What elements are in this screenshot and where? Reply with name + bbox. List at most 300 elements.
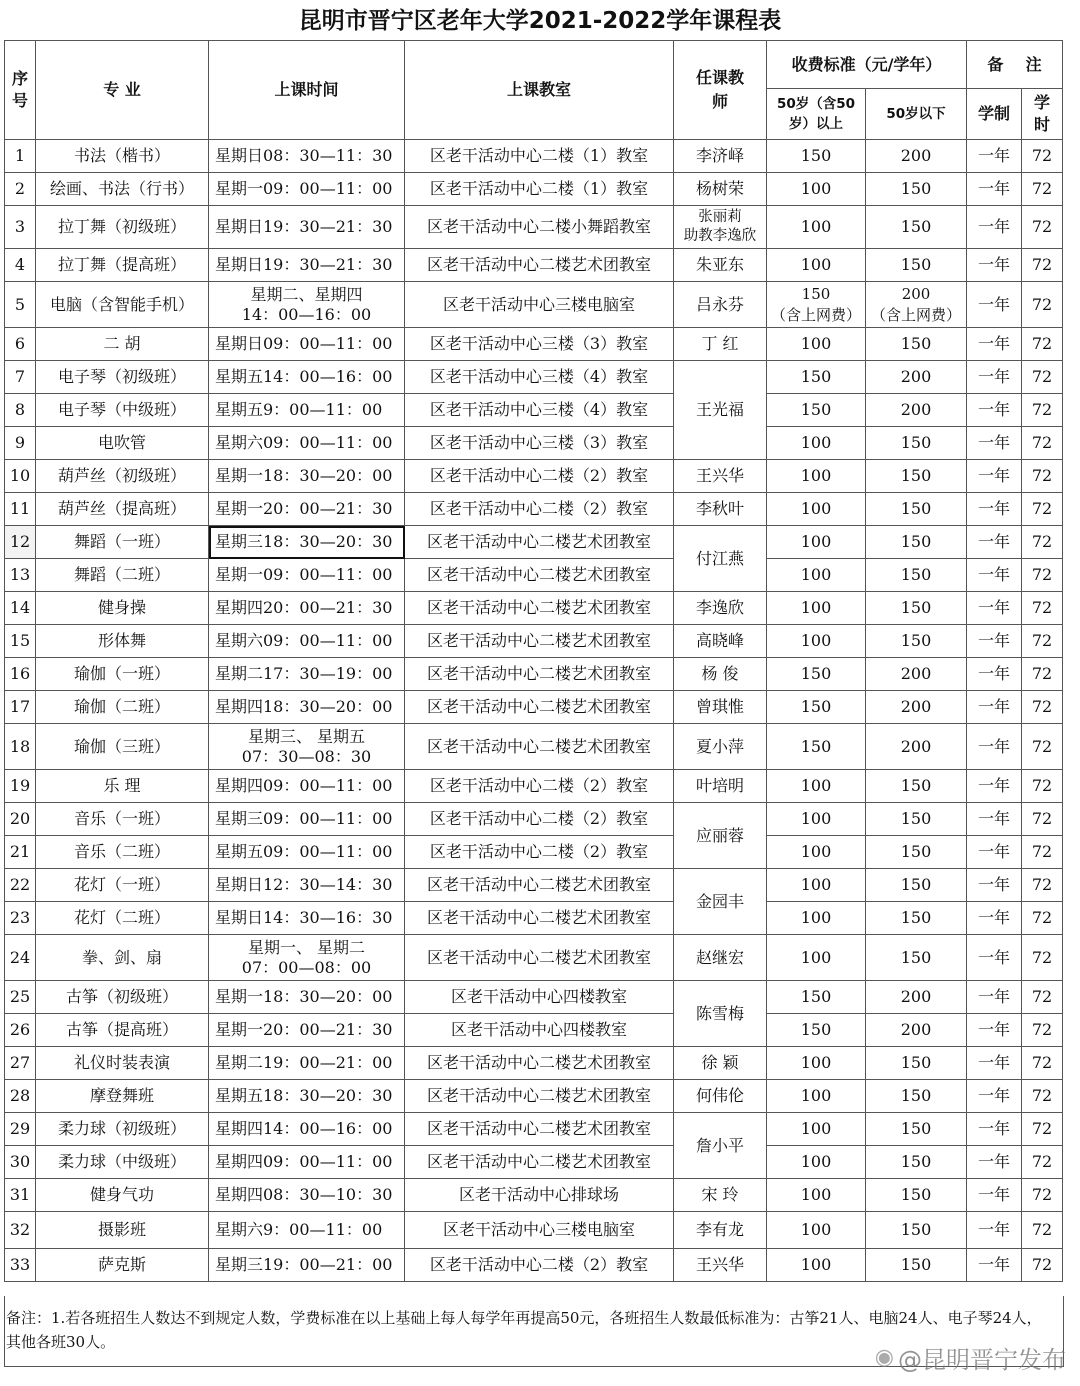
time-cell[interactable]: 星期五14：00—16：00 xyxy=(209,361,405,394)
major-cell[interactable]: 健身气功 xyxy=(36,1179,209,1212)
room-cell[interactable]: 区老干活动中心二楼（2）教室 xyxy=(405,836,674,869)
major-cell[interactable]: 摩登舞班 xyxy=(36,1080,209,1113)
time-cell[interactable]: 星期二17：30—19：00 xyxy=(209,658,405,691)
time-cell[interactable]: 星期一09：00—11：00 xyxy=(209,559,405,592)
fee-over50-cell[interactable]: 100 xyxy=(767,526,866,559)
room-cell[interactable]: 区老干活动中心三楼（4）教室 xyxy=(405,394,674,427)
teacher-cell[interactable]: 丁 红 xyxy=(674,328,767,361)
major-cell[interactable]: 礼仪时装表演 xyxy=(36,1047,209,1080)
row-index[interactable]: 21 xyxy=(5,836,36,869)
row-index[interactable]: 12 xyxy=(5,526,36,559)
room-cell[interactable]: 区老干活动中心二楼（2）教室 xyxy=(405,770,674,803)
teacher-cell[interactable]: 詹小平 xyxy=(674,1113,767,1179)
hours-cell[interactable]: 72 xyxy=(1022,526,1063,559)
major-cell[interactable]: 拉丁舞（初级班） xyxy=(36,206,209,249)
row-index[interactable]: 7 xyxy=(5,361,36,394)
hours-cell[interactable]: 72 xyxy=(1022,460,1063,493)
row-index[interactable]: 11 xyxy=(5,493,36,526)
fee-over50-cell[interactable]: 100 xyxy=(767,935,866,981)
row-index[interactable]: 19 xyxy=(5,770,36,803)
major-cell[interactable]: 舞蹈（一班） xyxy=(36,526,209,559)
major-cell[interactable]: 二 胡 xyxy=(36,328,209,361)
major-cell[interactable]: 书法（楷书） xyxy=(36,140,209,173)
hours-cell[interactable]: 72 xyxy=(1022,1047,1063,1080)
major-cell[interactable]: 舞蹈（二班） xyxy=(36,559,209,592)
row-index[interactable]: 6 xyxy=(5,328,36,361)
teacher-cell[interactable]: 陈雪梅 xyxy=(674,981,767,1047)
system-cell[interactable]: 一年 xyxy=(967,249,1022,282)
major-cell[interactable]: 健身操 xyxy=(36,592,209,625)
fee-over50-cell[interactable]: 100 xyxy=(767,836,866,869)
system-cell[interactable]: 一年 xyxy=(967,282,1022,328)
hours-cell[interactable]: 72 xyxy=(1022,625,1063,658)
system-cell[interactable]: 一年 xyxy=(967,869,1022,902)
hours-cell[interactable]: 72 xyxy=(1022,770,1063,803)
teacher-cell[interactable]: 杨树荣 xyxy=(674,173,767,206)
room-cell[interactable]: 区老干活动中心二楼艺术团教室 xyxy=(405,902,674,935)
room-cell[interactable]: 区老干活动中心二楼（2）教室 xyxy=(405,493,674,526)
hours-cell[interactable]: 72 xyxy=(1022,724,1063,770)
room-cell[interactable]: 区老干活动中心三楼电脑室 xyxy=(405,282,674,328)
fee-under50-cell[interactable]: 150 xyxy=(866,526,967,559)
table-row xyxy=(5,902,1063,935)
fee-over50-cell[interactable]: 150 xyxy=(767,394,866,427)
fee-over50-cell[interactable]: 100 xyxy=(767,559,866,592)
major-cell[interactable]: 瑜伽（三班） xyxy=(36,724,209,770)
room-cell[interactable]: 区老干活动中心二楼艺术团教室 xyxy=(405,935,674,981)
time-cell[interactable]: 星期六9：00—11：00 xyxy=(209,1212,405,1249)
fee-over50-cell[interactable]: 150 xyxy=(767,724,866,770)
hours-cell[interactable]: 72 xyxy=(1022,206,1063,249)
major-cell[interactable]: 摄影班 xyxy=(36,1212,209,1249)
major-cell[interactable]: 电吹管 xyxy=(36,427,209,460)
major-cell[interactable]: 葫芦丝（提高班） xyxy=(36,493,209,526)
hours-cell[interactable]: 72 xyxy=(1022,328,1063,361)
teacher-cell[interactable]: 李秋叶 xyxy=(674,493,767,526)
room-cell[interactable]: 区老干活动中心二楼艺术团教室 xyxy=(405,724,674,770)
table-row xyxy=(5,1179,1063,1212)
fee-under50-cell[interactable]: 150 xyxy=(866,173,967,206)
fee-under50-cell[interactable]: 150 xyxy=(866,1146,967,1179)
hours-cell[interactable]: 72 xyxy=(1022,935,1063,981)
teacher-cell[interactable]: 李济峄 xyxy=(674,140,767,173)
fee-over50-cell[interactable]: 150 xyxy=(767,658,866,691)
fee-under50-cell[interactable]: 150 xyxy=(866,1179,967,1212)
fee-under50-cell[interactable]: 150 xyxy=(866,460,967,493)
row-index[interactable]: 5 xyxy=(5,282,36,328)
row-index[interactable]: 14 xyxy=(5,592,36,625)
fee-under50-cell[interactable]: 150 xyxy=(866,559,967,592)
fee-over50-cell[interactable]: 150 xyxy=(767,1014,866,1047)
time-cell[interactable]: 星期二、星期四 14：00—16：00 xyxy=(209,282,405,328)
major-cell[interactable]: 花灯（二班） xyxy=(36,902,209,935)
fee-over50-cell[interactable]: 100 xyxy=(767,173,866,206)
room-cell[interactable]: 区老干活动中心三楼（3）教室 xyxy=(405,427,674,460)
hours-cell[interactable]: 72 xyxy=(1022,249,1063,282)
hours-cell[interactable]: 72 xyxy=(1022,173,1063,206)
hours-cell[interactable]: 72 xyxy=(1022,592,1063,625)
fee-over50-cell[interactable]: 150 （含上网费） xyxy=(767,282,866,328)
time-cell[interactable]: 星期五18：30—20：30 xyxy=(209,1080,405,1113)
major-cell[interactable]: 花灯（一班） xyxy=(36,869,209,902)
room-cell[interactable]: 区老干活动中心二楼艺术团教室 xyxy=(405,1146,674,1179)
hours-cell[interactable]: 72 xyxy=(1022,427,1063,460)
room-cell[interactable]: 区老干活动中心四楼教室 xyxy=(405,1014,674,1047)
teacher-cell[interactable]: 徐 颖 xyxy=(674,1047,767,1080)
hours-cell[interactable]: 72 xyxy=(1022,1014,1063,1047)
hours-cell[interactable]: 72 xyxy=(1022,803,1063,836)
system-cell[interactable]: 一年 xyxy=(967,803,1022,836)
system-cell[interactable]: 一年 xyxy=(967,1080,1022,1113)
system-cell[interactable]: 一年 xyxy=(967,460,1022,493)
room-cell[interactable]: 区老干活动中心四楼教室 xyxy=(405,981,674,1014)
fee-over50-cell[interactable]: 100 xyxy=(767,902,866,935)
fee-under50-cell[interactable]: 200 xyxy=(866,1014,967,1047)
major-cell[interactable]: 葫芦丝（初级班） xyxy=(36,460,209,493)
fee-under50-cell[interactable]: 150 xyxy=(866,1047,967,1080)
fee-over50-cell[interactable]: 100 xyxy=(767,770,866,803)
row-index[interactable]: 1 xyxy=(5,140,36,173)
fee-over50-cell[interactable]: 100 xyxy=(767,592,866,625)
system-cell[interactable]: 一年 xyxy=(967,1212,1022,1249)
major-cell[interactable]: 电子琴（中级班） xyxy=(36,394,209,427)
row-index[interactable]: 17 xyxy=(5,691,36,724)
time-cell[interactable]: 星期四20：00—21：30 xyxy=(209,592,405,625)
room-cell[interactable]: 区老干活动中心二楼（1）教室 xyxy=(405,173,674,206)
room-cell[interactable]: 区老干活动中心二楼艺术团教室 xyxy=(405,658,674,691)
table-row xyxy=(5,592,1063,625)
time-cell[interactable]: 星期五09：00—11：00 xyxy=(209,836,405,869)
room-cell[interactable]: 区老干活动中心三楼（3）教室 xyxy=(405,328,674,361)
hours-cell[interactable]: 72 xyxy=(1022,140,1063,173)
system-cell[interactable]: 一年 xyxy=(967,1047,1022,1080)
teacher-cell[interactable]: 杨 俊 xyxy=(674,658,767,691)
room-cell[interactable]: 区老干活动中心二楼艺术团教室 xyxy=(405,691,674,724)
row-index[interactable]: 33 xyxy=(5,1249,36,1282)
fee-under50-cell[interactable]: 200 xyxy=(866,361,967,394)
hours-cell[interactable]: 72 xyxy=(1022,1179,1063,1212)
time-cell[interactable]: 星期五9：00—11：00 xyxy=(209,394,405,427)
time-cell[interactable]: 星期六09：00—11：00 xyxy=(209,625,405,658)
row-index[interactable]: 2 xyxy=(5,173,36,206)
room-cell[interactable]: 区老干活动中心二楼艺术团教室 xyxy=(405,559,674,592)
hours-cell[interactable]: 72 xyxy=(1022,493,1063,526)
row-index[interactable]: 29 xyxy=(5,1113,36,1146)
time-cell[interactable]: 星期二19：00—21：00 xyxy=(209,1047,405,1080)
fee-under50-cell[interactable]: 150 xyxy=(866,328,967,361)
fee-over50-cell[interactable]: 150 xyxy=(767,361,866,394)
hours-cell[interactable]: 72 xyxy=(1022,836,1063,869)
row-index[interactable]: 16 xyxy=(5,658,36,691)
major-cell[interactable]: 柔力球（中级班） xyxy=(36,1146,209,1179)
fee-under50-cell[interactable]: 200 xyxy=(866,658,967,691)
teacher-cell[interactable]: 应丽蓉 xyxy=(674,803,767,869)
system-cell[interactable]: 一年 xyxy=(967,836,1022,869)
row-index[interactable]: 22 xyxy=(5,869,36,902)
time-cell[interactable]: 星期三09：00—11：00 xyxy=(209,803,405,836)
system-cell[interactable]: 一年 xyxy=(967,1179,1022,1212)
system-cell[interactable]: 一年 xyxy=(967,206,1022,249)
fee-under50-cell[interactable]: 150 xyxy=(866,1212,967,1249)
fee-over50-cell[interactable]: 100 xyxy=(767,1212,866,1249)
row-index[interactable]: 31 xyxy=(5,1179,36,1212)
time-cell[interactable]: 星期四18：30—20：00 xyxy=(209,691,405,724)
time-cell[interactable]: 星期一18：30—20：00 xyxy=(209,460,405,493)
system-cell[interactable]: 一年 xyxy=(967,1146,1022,1179)
header-room: 上课教室 xyxy=(405,41,674,140)
system-cell[interactable]: 一年 xyxy=(967,770,1022,803)
fee-under50-cell[interactable]: 150 xyxy=(866,803,967,836)
fee-under50-cell[interactable]: 150 xyxy=(866,1249,967,1282)
fee-under50-cell[interactable]: 150 xyxy=(866,869,967,902)
hours-cell[interactable]: 72 xyxy=(1022,394,1063,427)
row-index[interactable]: 8 xyxy=(5,394,36,427)
fee-over50-cell[interactable]: 100 xyxy=(767,460,866,493)
teacher-cell[interactable]: 付江燕 xyxy=(674,526,767,592)
fee-over50-cell[interactable]: 150 xyxy=(767,691,866,724)
system-cell[interactable]: 一年 xyxy=(967,981,1022,1014)
room-cell[interactable]: 区老干活动中心二楼艺术团教室 xyxy=(405,249,674,282)
fee-under50-cell[interactable]: 150 xyxy=(866,770,967,803)
major-cell[interactable]: 电子琴（初级班） xyxy=(36,361,209,394)
room-cell[interactable]: 区老干活动中心二楼艺术团教室 xyxy=(405,625,674,658)
teacher-cell[interactable]: 夏小萍 xyxy=(674,724,767,770)
teacher-cell[interactable]: 吕永芬 xyxy=(674,282,767,328)
row-index[interactable]: 24 xyxy=(5,935,36,981)
fee-over50-cell[interactable]: 100 xyxy=(767,328,866,361)
fee-over50-cell[interactable]: 150 xyxy=(767,981,866,1014)
teacher-cell[interactable]: 王光福 xyxy=(674,361,767,460)
hours-cell[interactable]: 72 xyxy=(1022,282,1063,328)
system-cell[interactable]: 一年 xyxy=(967,173,1022,206)
teacher-cell[interactable]: 赵继宏 xyxy=(674,935,767,981)
row-index[interactable]: 3 xyxy=(5,206,36,249)
room-cell[interactable]: 区老干活动中心二楼（2）教室 xyxy=(405,460,674,493)
fee-over50-cell[interactable]: 100 xyxy=(767,1249,866,1282)
system-cell[interactable]: 一年 xyxy=(967,394,1022,427)
row-index[interactable]: 23 xyxy=(5,902,36,935)
fee-over50-cell[interactable]: 150 xyxy=(767,140,866,173)
row-index[interactable]: 26 xyxy=(5,1014,36,1047)
hours-cell[interactable]: 72 xyxy=(1022,1080,1063,1113)
time-cell[interactable]: 星期一、 星期二 07：00—08：00 xyxy=(209,935,405,981)
fee-under50-cell[interactable]: 150 xyxy=(866,206,967,249)
room-cell[interactable]: 区老干活动中心二楼艺术团教室 xyxy=(405,526,674,559)
time-cell[interactable]: 星期日12：30—14：30 xyxy=(209,869,405,902)
time-cell[interactable]: 星期三19：00—21：00 xyxy=(209,1249,405,1282)
fee-under50-cell[interactable]: 200 xyxy=(866,724,967,770)
system-cell[interactable]: 一年 xyxy=(967,427,1022,460)
note-text: 备注：1.若各班招生人数达不到规定人数，学费标准在以上基础上每人每学年再提高50元，各班招生人数最低标准为：古筝21人、电脑24人、电子琴24人，其他各班30人。 xyxy=(6,1309,1042,1351)
major-cell[interactable]: 拳、剑、扇 xyxy=(36,935,209,981)
fee-under50-cell[interactable]: 200 xyxy=(866,981,967,1014)
system-cell[interactable]: 一年 xyxy=(967,625,1022,658)
time-cell[interactable]: 星期一18：30—20：00 xyxy=(209,981,405,1014)
major-cell[interactable]: 音乐（一班） xyxy=(36,803,209,836)
row-index[interactable]: 32 xyxy=(5,1212,36,1249)
fee-under50-cell[interactable]: 150 xyxy=(866,493,967,526)
system-cell[interactable]: 一年 xyxy=(967,526,1022,559)
time-cell[interactable]: 星期三18：30—20：30 xyxy=(209,526,405,559)
hours-cell[interactable]: 72 xyxy=(1022,869,1063,902)
teacher-cell[interactable]: 金园丰 xyxy=(674,869,767,935)
fee-under50-cell[interactable]: 150 xyxy=(866,1080,967,1113)
time-cell[interactable]: 星期日09：00—11：00 xyxy=(209,328,405,361)
teacher-cell[interactable]: 宋 玲 xyxy=(674,1179,767,1212)
time-cell[interactable]: 星期日19：30—21：30 xyxy=(209,249,405,282)
room-cell[interactable]: 区老干活动中心二楼艺术团教室 xyxy=(405,1080,674,1113)
table-row xyxy=(5,361,1063,394)
major-cell[interactable]: 形体舞 xyxy=(36,625,209,658)
teacher-cell[interactable]: 张丽莉 助教李逸欣 xyxy=(674,206,767,249)
fee-under50-cell[interactable]: 150 xyxy=(866,1113,967,1146)
time-cell[interactable]: 星期四09：00—11：00 xyxy=(209,1146,405,1179)
fee-under50-cell[interactable]: 150 xyxy=(866,836,967,869)
hours-cell[interactable]: 72 xyxy=(1022,1212,1063,1249)
hours-cell[interactable]: 72 xyxy=(1022,691,1063,724)
room-cell[interactable]: 区老干活动中心二楼艺术团教室 xyxy=(405,869,674,902)
hours-cell[interactable]: 72 xyxy=(1022,559,1063,592)
fee-over50-cell[interactable]: 100 xyxy=(767,427,866,460)
fee-over50-cell[interactable]: 100 xyxy=(767,869,866,902)
row-index[interactable]: 13 xyxy=(5,559,36,592)
fee-over50-cell[interactable]: 100 xyxy=(767,1047,866,1080)
fee-over50-cell[interactable]: 100 xyxy=(767,1146,866,1179)
system-cell[interactable]: 一年 xyxy=(967,658,1022,691)
fee-over50-cell[interactable]: 100 xyxy=(767,493,866,526)
major-cell[interactable]: 古筝（初级班） xyxy=(36,981,209,1014)
hours-cell[interactable]: 72 xyxy=(1022,1146,1063,1179)
teacher-cell[interactable]: 李有龙 xyxy=(674,1212,767,1249)
system-cell[interactable]: 一年 xyxy=(967,1014,1022,1047)
system-cell[interactable]: 一年 xyxy=(967,493,1022,526)
fee-over50-cell[interactable]: 100 xyxy=(767,803,866,836)
row-index[interactable]: 4 xyxy=(5,249,36,282)
fee-under50-cell[interactable]: 150 xyxy=(866,592,967,625)
fee-under50-cell[interactable]: 200 xyxy=(866,394,967,427)
major-cell[interactable]: 音乐（二班） xyxy=(36,836,209,869)
major-cell[interactable]: 古筝（提高班） xyxy=(36,1014,209,1047)
time-cell[interactable]: 星期六09：00—11：00 xyxy=(209,427,405,460)
major-cell[interactable]: 电脑（含智能手机） xyxy=(36,282,209,328)
system-cell[interactable]: 一年 xyxy=(967,935,1022,981)
teacher-cell[interactable]: 王兴华 xyxy=(674,1249,767,1282)
teacher-cell[interactable]: 叶培明 xyxy=(674,770,767,803)
room-cell[interactable]: 区老干活动中心二楼（1）教室 xyxy=(405,140,674,173)
fee-over50-cell[interactable]: 100 xyxy=(767,1113,866,1146)
hours-cell[interactable]: 72 xyxy=(1022,658,1063,691)
row-index[interactable]: 30 xyxy=(5,1146,36,1179)
hours-cell[interactable]: 72 xyxy=(1022,1113,1063,1146)
teacher-cell[interactable]: 何伟伦 xyxy=(674,1080,767,1113)
row-index[interactable]: 27 xyxy=(5,1047,36,1080)
fee-under50-cell[interactable]: 150 xyxy=(866,935,967,981)
system-cell[interactable]: 一年 xyxy=(967,559,1022,592)
room-cell[interactable]: 区老干活动中心二楼艺术团教室 xyxy=(405,1047,674,1080)
room-cell[interactable]: 区老干活动中心二楼小舞蹈教室 xyxy=(405,206,674,249)
time-cell[interactable]: 星期三、 星期五 07：30—08：30 xyxy=(209,724,405,770)
major-cell[interactable]: 萨克斯 xyxy=(36,1249,209,1282)
fee-under50-cell[interactable]: 150 xyxy=(866,902,967,935)
table-row xyxy=(5,394,1063,427)
row-index[interactable]: 20 xyxy=(5,803,36,836)
fee-over50-cell[interactable]: 100 xyxy=(767,206,866,249)
table-row xyxy=(5,427,1063,460)
time-cell[interactable]: 星期日08：30—11：30 xyxy=(209,140,405,173)
teacher-cell[interactable]: 朱亚东 xyxy=(674,249,767,282)
row-index[interactable]: 15 xyxy=(5,625,36,658)
fee-under50-cell[interactable]: 150 xyxy=(866,427,967,460)
system-cell[interactable]: 一年 xyxy=(967,361,1022,394)
system-cell[interactable]: 一年 xyxy=(967,1249,1022,1282)
fee-under50-cell[interactable]: 150 xyxy=(866,249,967,282)
room-cell[interactable]: 区老干活动中心二楼艺术团教室 xyxy=(405,592,674,625)
row-index[interactable]: 10 xyxy=(5,460,36,493)
fee-over50-cell[interactable]: 100 xyxy=(767,249,866,282)
fee-under50-cell[interactable]: 200 xyxy=(866,691,967,724)
fee-under50-cell[interactable]: 200 xyxy=(866,140,967,173)
table-row xyxy=(5,1146,1063,1179)
major-cell[interactable]: 瑜伽（二班） xyxy=(36,691,209,724)
time-cell[interactable]: 星期四14：00—16：00 xyxy=(209,1113,405,1146)
major-cell[interactable]: 拉丁舞（提高班） xyxy=(36,249,209,282)
fee-under50-cell[interactable]: 150 xyxy=(866,625,967,658)
room-cell[interactable]: 区老干活动中心三楼电脑室 xyxy=(405,1212,674,1249)
row-index[interactable]: 28 xyxy=(5,1080,36,1113)
time-cell[interactable]: 星期四09：00—11：00 xyxy=(209,770,405,803)
major-cell[interactable]: 瑜伽（一班） xyxy=(36,658,209,691)
teacher-cell[interactable]: 高晓峰 xyxy=(674,625,767,658)
teacher-cell[interactable]: 曾琪惟 xyxy=(674,691,767,724)
time-cell[interactable]: 星期四08：30—10：30 xyxy=(209,1179,405,1212)
room-cell[interactable]: 区老干活动中心三楼（4）教室 xyxy=(405,361,674,394)
room-cell[interactable]: 区老干活动中心二楼（2）教室 xyxy=(405,803,674,836)
table-row xyxy=(5,803,1063,836)
fee-over50-cell[interactable]: 100 xyxy=(767,1179,866,1212)
teacher-cell[interactable]: 王兴华 xyxy=(674,460,767,493)
room-cell[interactable]: 区老干活动中心二楼（2）教室 xyxy=(405,1249,674,1282)
major-cell[interactable]: 绘画、书法（行书） xyxy=(36,173,209,206)
major-cell[interactable]: 乐 理 xyxy=(36,770,209,803)
time-cell[interactable]: 星期一20：00—21：30 xyxy=(209,1014,405,1047)
room-cell[interactable]: 区老干活动中心排球场 xyxy=(405,1179,674,1212)
system-cell[interactable]: 一年 xyxy=(967,724,1022,770)
fee-under50-cell[interactable]: 200 （含上网费） xyxy=(866,282,967,328)
system-cell[interactable]: 一年 xyxy=(967,140,1022,173)
row-index[interactable]: 25 xyxy=(5,981,36,1014)
time-cell[interactable]: 星期日14：30—16：30 xyxy=(209,902,405,935)
system-cell[interactable]: 一年 xyxy=(967,1113,1022,1146)
row-index[interactable]: 9 xyxy=(5,427,36,460)
fee-over50-cell[interactable]: 100 xyxy=(767,625,866,658)
hours-cell[interactable]: 72 xyxy=(1022,361,1063,394)
time-cell[interactable]: 星期一20：00—21：30 xyxy=(209,493,405,526)
major-cell[interactable]: 柔力球（初级班） xyxy=(36,1113,209,1146)
teacher-cell[interactable]: 李逸欣 xyxy=(674,592,767,625)
fee-over50-cell[interactable]: 100 xyxy=(767,1080,866,1113)
system-cell[interactable]: 一年 xyxy=(967,691,1022,724)
time-cell[interactable]: 星期日19：30—21：30 xyxy=(209,206,405,249)
room-cell[interactable]: 区老干活动中心二楼艺术团教室 xyxy=(405,1113,674,1146)
system-cell[interactable]: 一年 xyxy=(967,592,1022,625)
time-cell[interactable]: 星期一09：00—11：00 xyxy=(209,173,405,206)
system-cell[interactable]: 一年 xyxy=(967,328,1022,361)
hours-cell[interactable]: 72 xyxy=(1022,1249,1063,1282)
hours-cell[interactable]: 72 xyxy=(1022,981,1063,1014)
row-index[interactable]: 18 xyxy=(5,724,36,770)
hours-cell[interactable]: 72 xyxy=(1022,902,1063,935)
system-cell[interactable]: 一年 xyxy=(967,902,1022,935)
